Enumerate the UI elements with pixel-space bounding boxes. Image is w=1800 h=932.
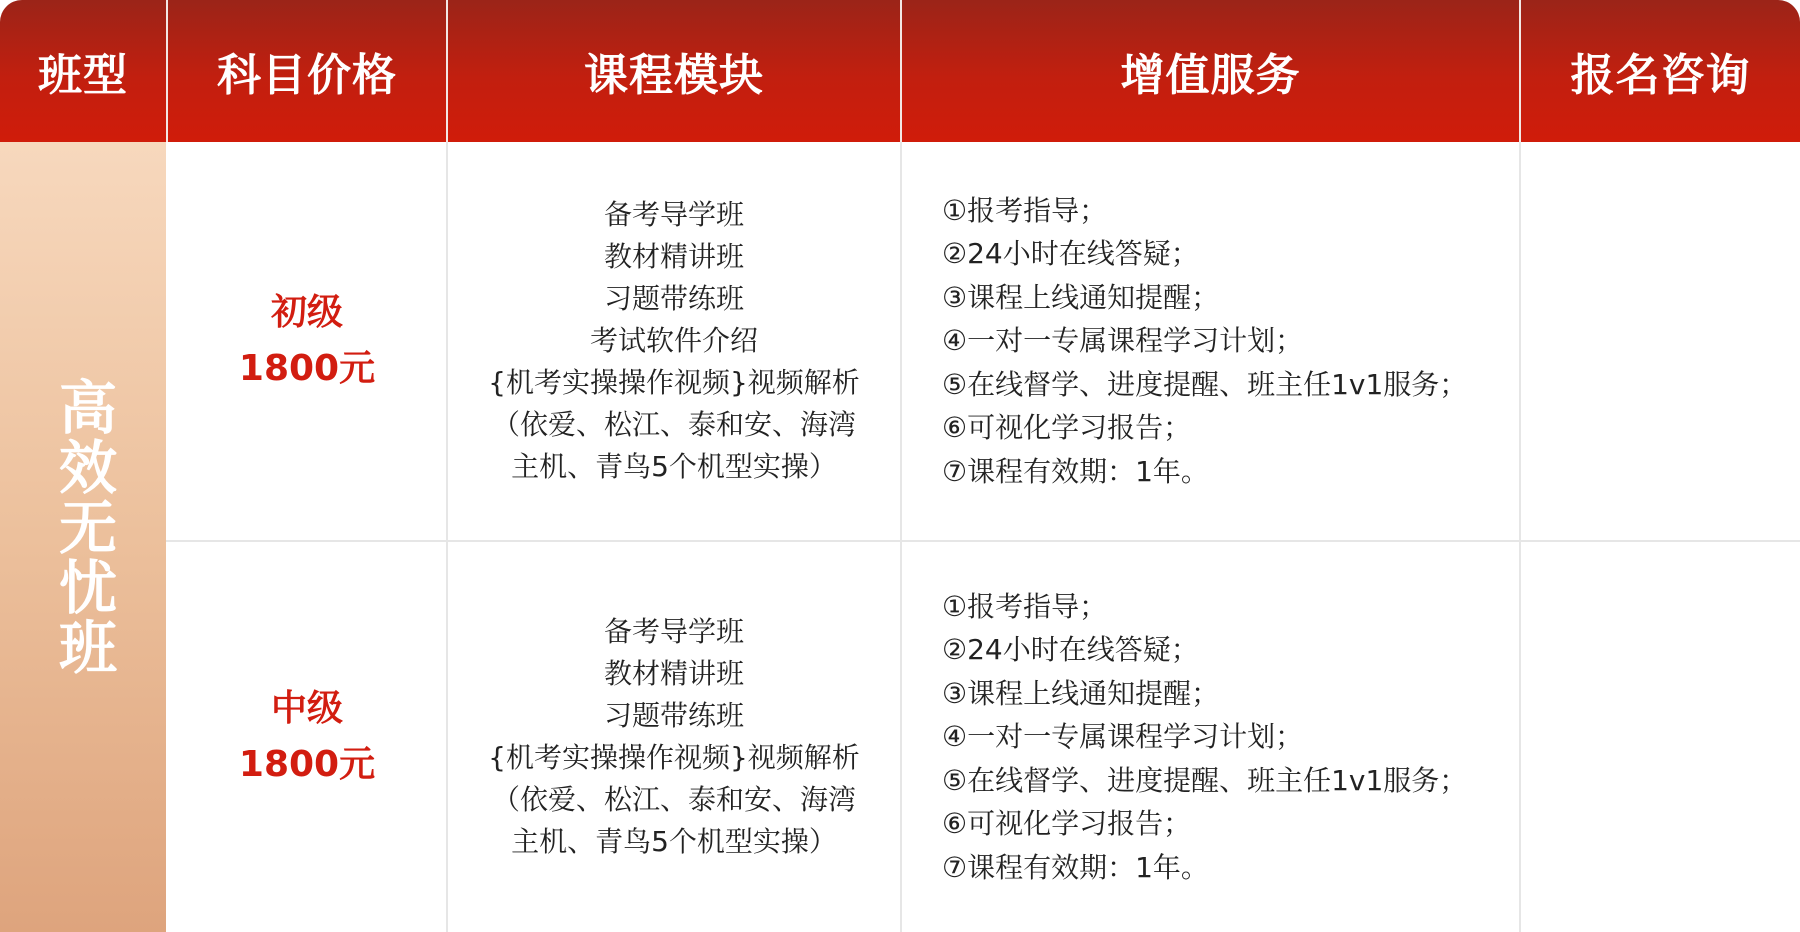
module-item: 主机、青鸟5个机型实操）: [511, 450, 837, 483]
module-item: {机考实操操作视频}视频解析: [488, 366, 860, 399]
header-value-added-services: 增值服务: [1120, 50, 1301, 101]
module-item: {机考实操操作视频}视频解析: [488, 741, 860, 774]
module-item: 考试软件介绍: [589, 324, 758, 357]
service-item: ⑤在线督学、进度提醒、班主任1v1服务；: [942, 763, 1468, 797]
service-item: ①报考指导；: [942, 589, 1108, 623]
price-value: 1800元: [238, 744, 376, 785]
module-item: 习题带练班: [603, 282, 744, 315]
service-item: ①报考指导；: [942, 193, 1108, 227]
service-item: ⑥可视化学习报告；: [942, 807, 1192, 841]
module-item: 备考导学班: [603, 198, 744, 231]
class-type-cell: [0, 142, 166, 932]
price-value: 1800元: [238, 348, 376, 389]
module-item: 教材精讲班: [603, 240, 744, 273]
module-item: 教材精讲班: [603, 657, 744, 690]
header-subject-price: 科目价格: [217, 50, 397, 101]
enroll-consult-cell[interactable]: [1521, 142, 1800, 540]
table-header: [0, 0, 1800, 142]
table-row-services-cell: [902, 542, 1519, 932]
header-enroll-consult: 报名咨询: [1570, 50, 1751, 101]
table-row-services-cell: [902, 142, 1519, 540]
service-item: ④一对一专属课程学习计划；: [942, 324, 1304, 358]
service-item: ⑤在线督学、进度提醒、班主任1v1服务；: [942, 367, 1468, 401]
module-item: 习题带练班: [603, 699, 744, 732]
table-row-price-cell: [168, 542, 446, 932]
service-item: ④一对一专属课程学习计划；: [942, 720, 1304, 754]
service-item: ②24小时在线答疑；: [942, 237, 1199, 271]
table-row-modules-cell: [448, 542, 900, 932]
level-label: 中级: [270, 688, 343, 729]
table-row-modules-cell: [448, 142, 900, 540]
header-course-modules: 课程模块: [584, 50, 764, 101]
service-item: ③课程上线通知提醒；: [942, 280, 1220, 314]
service-item: ②24小时在线答疑；: [942, 633, 1199, 667]
enroll-consult-cell[interactable]: [1521, 542, 1800, 932]
module-item: 主机、青鸟5个机型实操）: [511, 825, 837, 858]
module-item: （依爱、松江、泰和安、海湾: [491, 408, 856, 441]
table-row-price-cell: [168, 142, 446, 540]
level-label: 初级: [270, 292, 343, 333]
service-item: ③课程上线通知提醒；: [942, 676, 1220, 710]
service-item: ⑦课程有效期：1年。: [942, 850, 1209, 884]
module-item: （依爱、松江、泰和安、海湾: [491, 783, 856, 816]
service-item: ⑥可视化学习报告；: [942, 411, 1192, 445]
header-class-type: 班型: [38, 50, 128, 101]
service-item: ⑦课程有效期：1年。: [942, 454, 1209, 488]
class-name: 高效无忧班: [49, 377, 117, 677]
module-item: 备考导学班: [603, 615, 744, 648]
